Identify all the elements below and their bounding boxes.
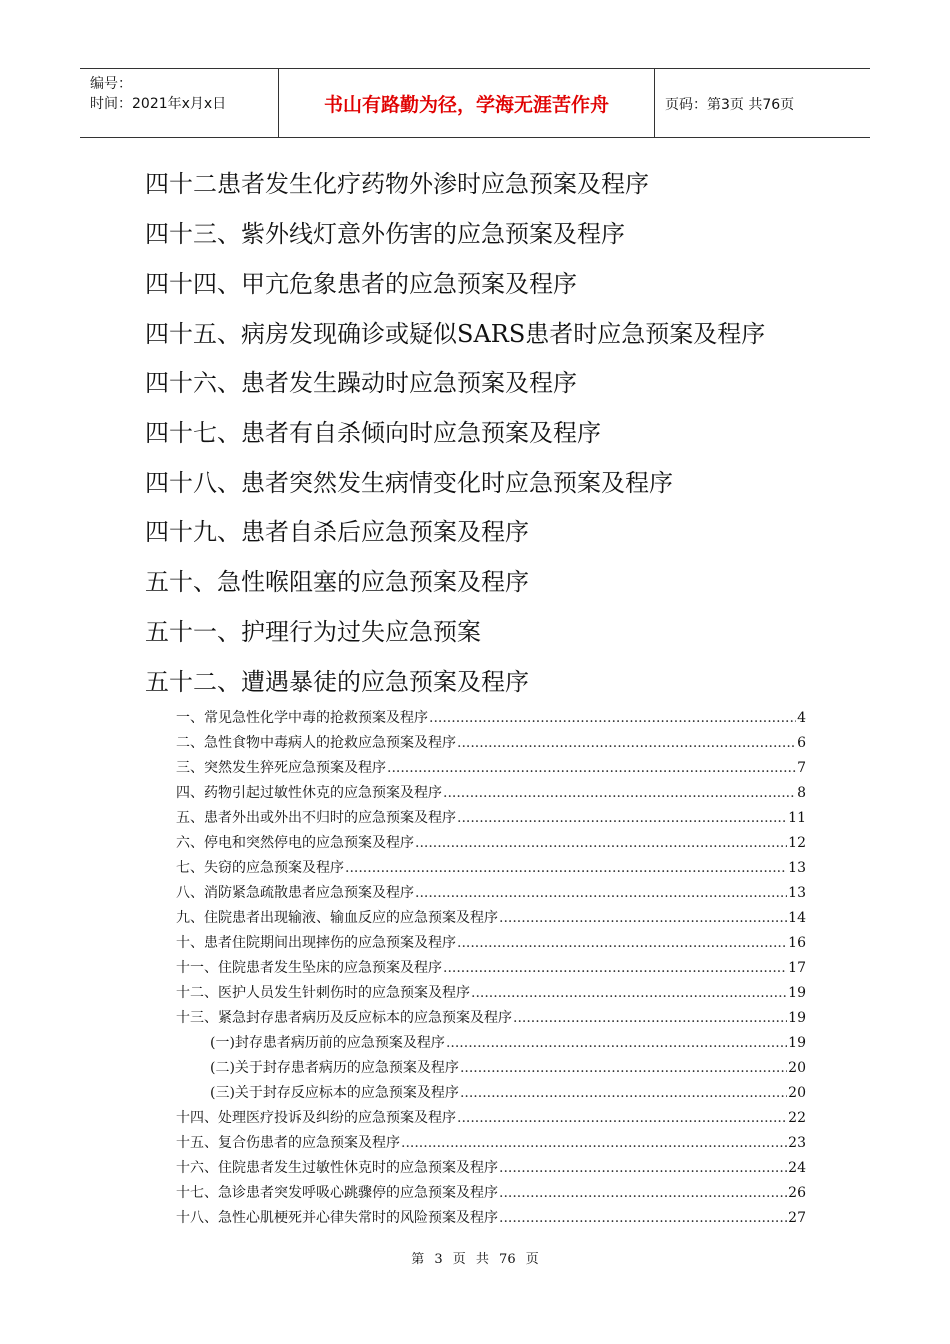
header-motto: 书山有路勤为径，学海无涯苦作舟 [279, 69, 655, 137]
toc-title: 十、患者住院期间出现摔伤的应急预案及程序 [176, 935, 456, 951]
toc-page: 13 [788, 885, 806, 901]
toc-title: 十八、急性心肌梗死并心律失常时的风险预案及程序 [176, 1210, 498, 1226]
toc-leader [513, 1009, 787, 1027]
toc-title: 十七、急诊患者突发呼吸心跳骤停的应急预案及程序 [176, 1185, 498, 1201]
toc-page: 23 [788, 1135, 806, 1151]
toc-leader [415, 834, 787, 852]
toc-title: 十三、紧急封存患者病历及反应标本的应急预案及程序 [176, 1010, 512, 1026]
toc-subentry[interactable] [210, 1084, 806, 1102]
toc-title: (三)关于封存反应标本的应急预案及程序 [210, 1085, 459, 1101]
toc-title: 三、突然发生猝死应急预案及程序 [176, 760, 386, 776]
header-meta [80, 69, 279, 137]
heading-45: 四十五、病房发现确诊或疑似SARS患者时应急预案及程序 [145, 320, 766, 348]
toc-leader [457, 1109, 787, 1127]
page-header [80, 68, 870, 138]
toc-entry[interactable] [176, 759, 806, 777]
toc-leader [401, 1134, 787, 1152]
toc-page: 11 [788, 810, 806, 826]
toc-leader [471, 984, 787, 1002]
toc-entry[interactable] [176, 859, 806, 877]
toc-subentry[interactable] [210, 1059, 806, 1077]
toc-entry[interactable] [176, 709, 806, 727]
heading-46: 四十六、患者发生躁动时应急预案及程序 [145, 369, 577, 397]
toc-title: 二、急性食物中毒病人的抢救应急预案及程序 [176, 735, 456, 751]
toc-entry[interactable] [176, 784, 806, 802]
toc-entry[interactable] [176, 834, 806, 852]
heading-42: 四十二患者发生化疗药物外渗时应急预案及程序 [145, 170, 649, 198]
heading-50: 五十、急性喉阻塞的应急预案及程序 [145, 568, 529, 596]
toc-title: (一)封存患者病历前的应急预案及程序 [210, 1035, 445, 1051]
toc-leader [460, 1084, 787, 1102]
toc-leader [443, 959, 787, 977]
toc-entry[interactable] [176, 984, 806, 1002]
heading-51: 五十一、护理行为过失应急预案 [145, 618, 481, 646]
toc-entry[interactable] [176, 1159, 806, 1177]
toc-title: 十六、住院患者发生过敏性休克时的应急预案及程序 [176, 1160, 498, 1176]
toc-page: 19 [788, 985, 806, 1001]
toc-leader [429, 709, 796, 727]
toc-page: 20 [788, 1060, 806, 1076]
toc-leader [457, 809, 787, 827]
toc-title: 五、患者外出或外出不归时的应急预案及程序 [176, 810, 456, 826]
toc-page: 14 [788, 910, 806, 926]
toc-page: 13 [788, 860, 806, 876]
toc-page: 16 [788, 935, 806, 951]
toc-page: 22 [788, 1110, 806, 1126]
toc-page: 17 [788, 960, 806, 976]
toc-title: 一、常见急性化学中毒的抢救预案及程序 [176, 710, 428, 726]
toc-page: 24 [788, 1160, 806, 1176]
toc-entry[interactable] [176, 959, 806, 977]
toc-page: 7 [797, 760, 806, 776]
heading-44: 四十四、甲亢危象患者的应急预案及程序 [145, 270, 577, 298]
toc-title: 六、停电和突然停电的应急预案及程序 [176, 835, 414, 851]
toc-entry[interactable] [176, 1009, 806, 1027]
toc-page: 12 [788, 835, 806, 851]
toc-title: 十四、处理医疗投诉及纠纷的应急预案及程序 [176, 1110, 456, 1126]
heading-47: 四十七、患者有自杀倾向时应急预案及程序 [145, 419, 601, 447]
heading-43: 四十三、紫外线灯意外伤害的应急预案及程序 [145, 220, 625, 248]
toc-leader [460, 1059, 787, 1077]
toc-entry[interactable] [176, 934, 806, 952]
toc-page: 6 [797, 735, 806, 751]
toc-entry[interactable] [176, 809, 806, 827]
code-label: 编号： [90, 76, 132, 92]
toc-page: 19 [788, 1010, 806, 1026]
heading-52: 五十二、遭遇暴徒的应急预案及程序 [145, 668, 529, 696]
toc-leader [443, 784, 796, 802]
toc-leader [499, 1159, 787, 1177]
toc-leader [457, 934, 787, 952]
page-footer: 第 3 页 共 76 页 [411, 1252, 539, 1267]
toc-title: 四、药物引起过敏性休克的应急预案及程序 [176, 785, 442, 801]
toc-leader [345, 859, 787, 877]
toc-subentry[interactable] [210, 1034, 806, 1052]
toc-title: 十一、住院患者发生坠床的应急预案及程序 [176, 960, 442, 976]
toc-entry[interactable] [176, 1134, 806, 1152]
toc-entry[interactable] [176, 1184, 806, 1202]
toc-title: 十二、医护人员发生针刺伤时的应急预案及程序 [176, 985, 470, 1001]
toc-title: 九、住院患者出现输液、输血反应的应急预案及程序 [176, 910, 498, 926]
header-page-info: 页码：第3页 共76页 [665, 97, 795, 113]
heading-48: 四十八、患者突然发生病情变化时应急预案及程序 [145, 469, 673, 497]
toc-leader [499, 1209, 787, 1227]
toc-page: 19 [788, 1035, 806, 1051]
toc-leader [446, 1034, 787, 1052]
toc-page: 26 [788, 1185, 806, 1201]
toc-leader [415, 884, 787, 902]
toc-entry[interactable] [176, 734, 806, 752]
toc-title: 十五、复合伤患者的应急预案及程序 [176, 1135, 400, 1151]
toc-title: 八、消防紧急疏散患者应急预案及程序 [176, 885, 414, 901]
toc-leader [387, 759, 796, 777]
toc-entry[interactable] [176, 1109, 806, 1127]
toc-page: 27 [788, 1210, 806, 1226]
toc-entry[interactable] [176, 909, 806, 927]
time-label: 时间：2021年x月x日 [90, 96, 227, 112]
toc-entry[interactable] [176, 1209, 806, 1227]
toc-entry[interactable] [176, 884, 806, 902]
toc-page: 8 [797, 785, 806, 801]
toc-leader [499, 1184, 787, 1202]
toc-leader [457, 734, 796, 752]
toc-title: (二)关于封存患者病历的应急预案及程序 [210, 1060, 459, 1076]
toc-title: 七、失窃的应急预案及程序 [176, 860, 344, 876]
heading-49: 四十九、患者自杀后应急预案及程序 [145, 518, 529, 546]
toc-leader [499, 909, 787, 927]
toc-page: 4 [797, 710, 806, 726]
toc-page: 20 [788, 1085, 806, 1101]
